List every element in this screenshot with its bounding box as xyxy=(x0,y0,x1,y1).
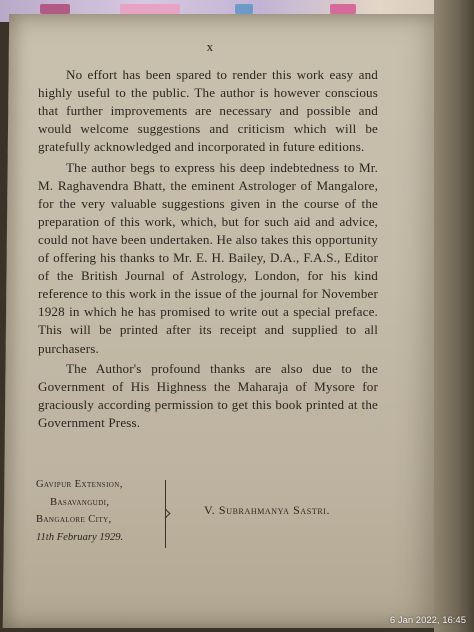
date-line: 11th February 1929. xyxy=(36,531,124,543)
paragraph-1: No effort has been spared to render this work easy and highly useful to the public. The author is however conscious that further improvements are necessary and possible and would welcome suggestions and criticism which will be gratefully acknowledged and incorporated in future editions. xyxy=(38,67,378,155)
place-line-1: Gavipur Extension, xyxy=(36,479,123,490)
author-name: V. Subrahmanya Sastri. xyxy=(204,503,331,517)
paragraph-2: The author begs to express his deep indebtedness to Mr. M. Raghavendra Bhatt, the eminent Astrologer of Mangalore, for the very valuable suggestions given in the course of the preparation of this work, which, but for such aid and advice, could not have been undertaken. He also takes this opportunity of offering his thanks to Mr. E. H. Bailey, D.A., F.A.S., Editor of the British Journal of Astrology, London, for his kind reference to this work in the issue of the journal for November 1928 in which he has promised to write out a special preface. This will be printed after its receipt and supplied to all purchasers. xyxy=(38,159,378,356)
page-gutter-shadow xyxy=(434,0,474,632)
place-line-2: Basavangudi, xyxy=(50,496,110,508)
page-text xyxy=(38,38,378,432)
paragraph-3: The Author's profound thanks are also due to the Government of His Highness the Maharaja of Mysore for graciously according permission to get this book printed at the Government Press. xyxy=(38,360,378,430)
place-line-3: Bangalore City, xyxy=(36,514,112,525)
brace-divider xyxy=(165,480,176,548)
photo-timestamp: 6 Jan 2022, 16:45 xyxy=(389,615,466,626)
signature-block xyxy=(36,476,396,556)
page-number: x xyxy=(206,39,214,54)
place-and-date xyxy=(36,476,166,546)
